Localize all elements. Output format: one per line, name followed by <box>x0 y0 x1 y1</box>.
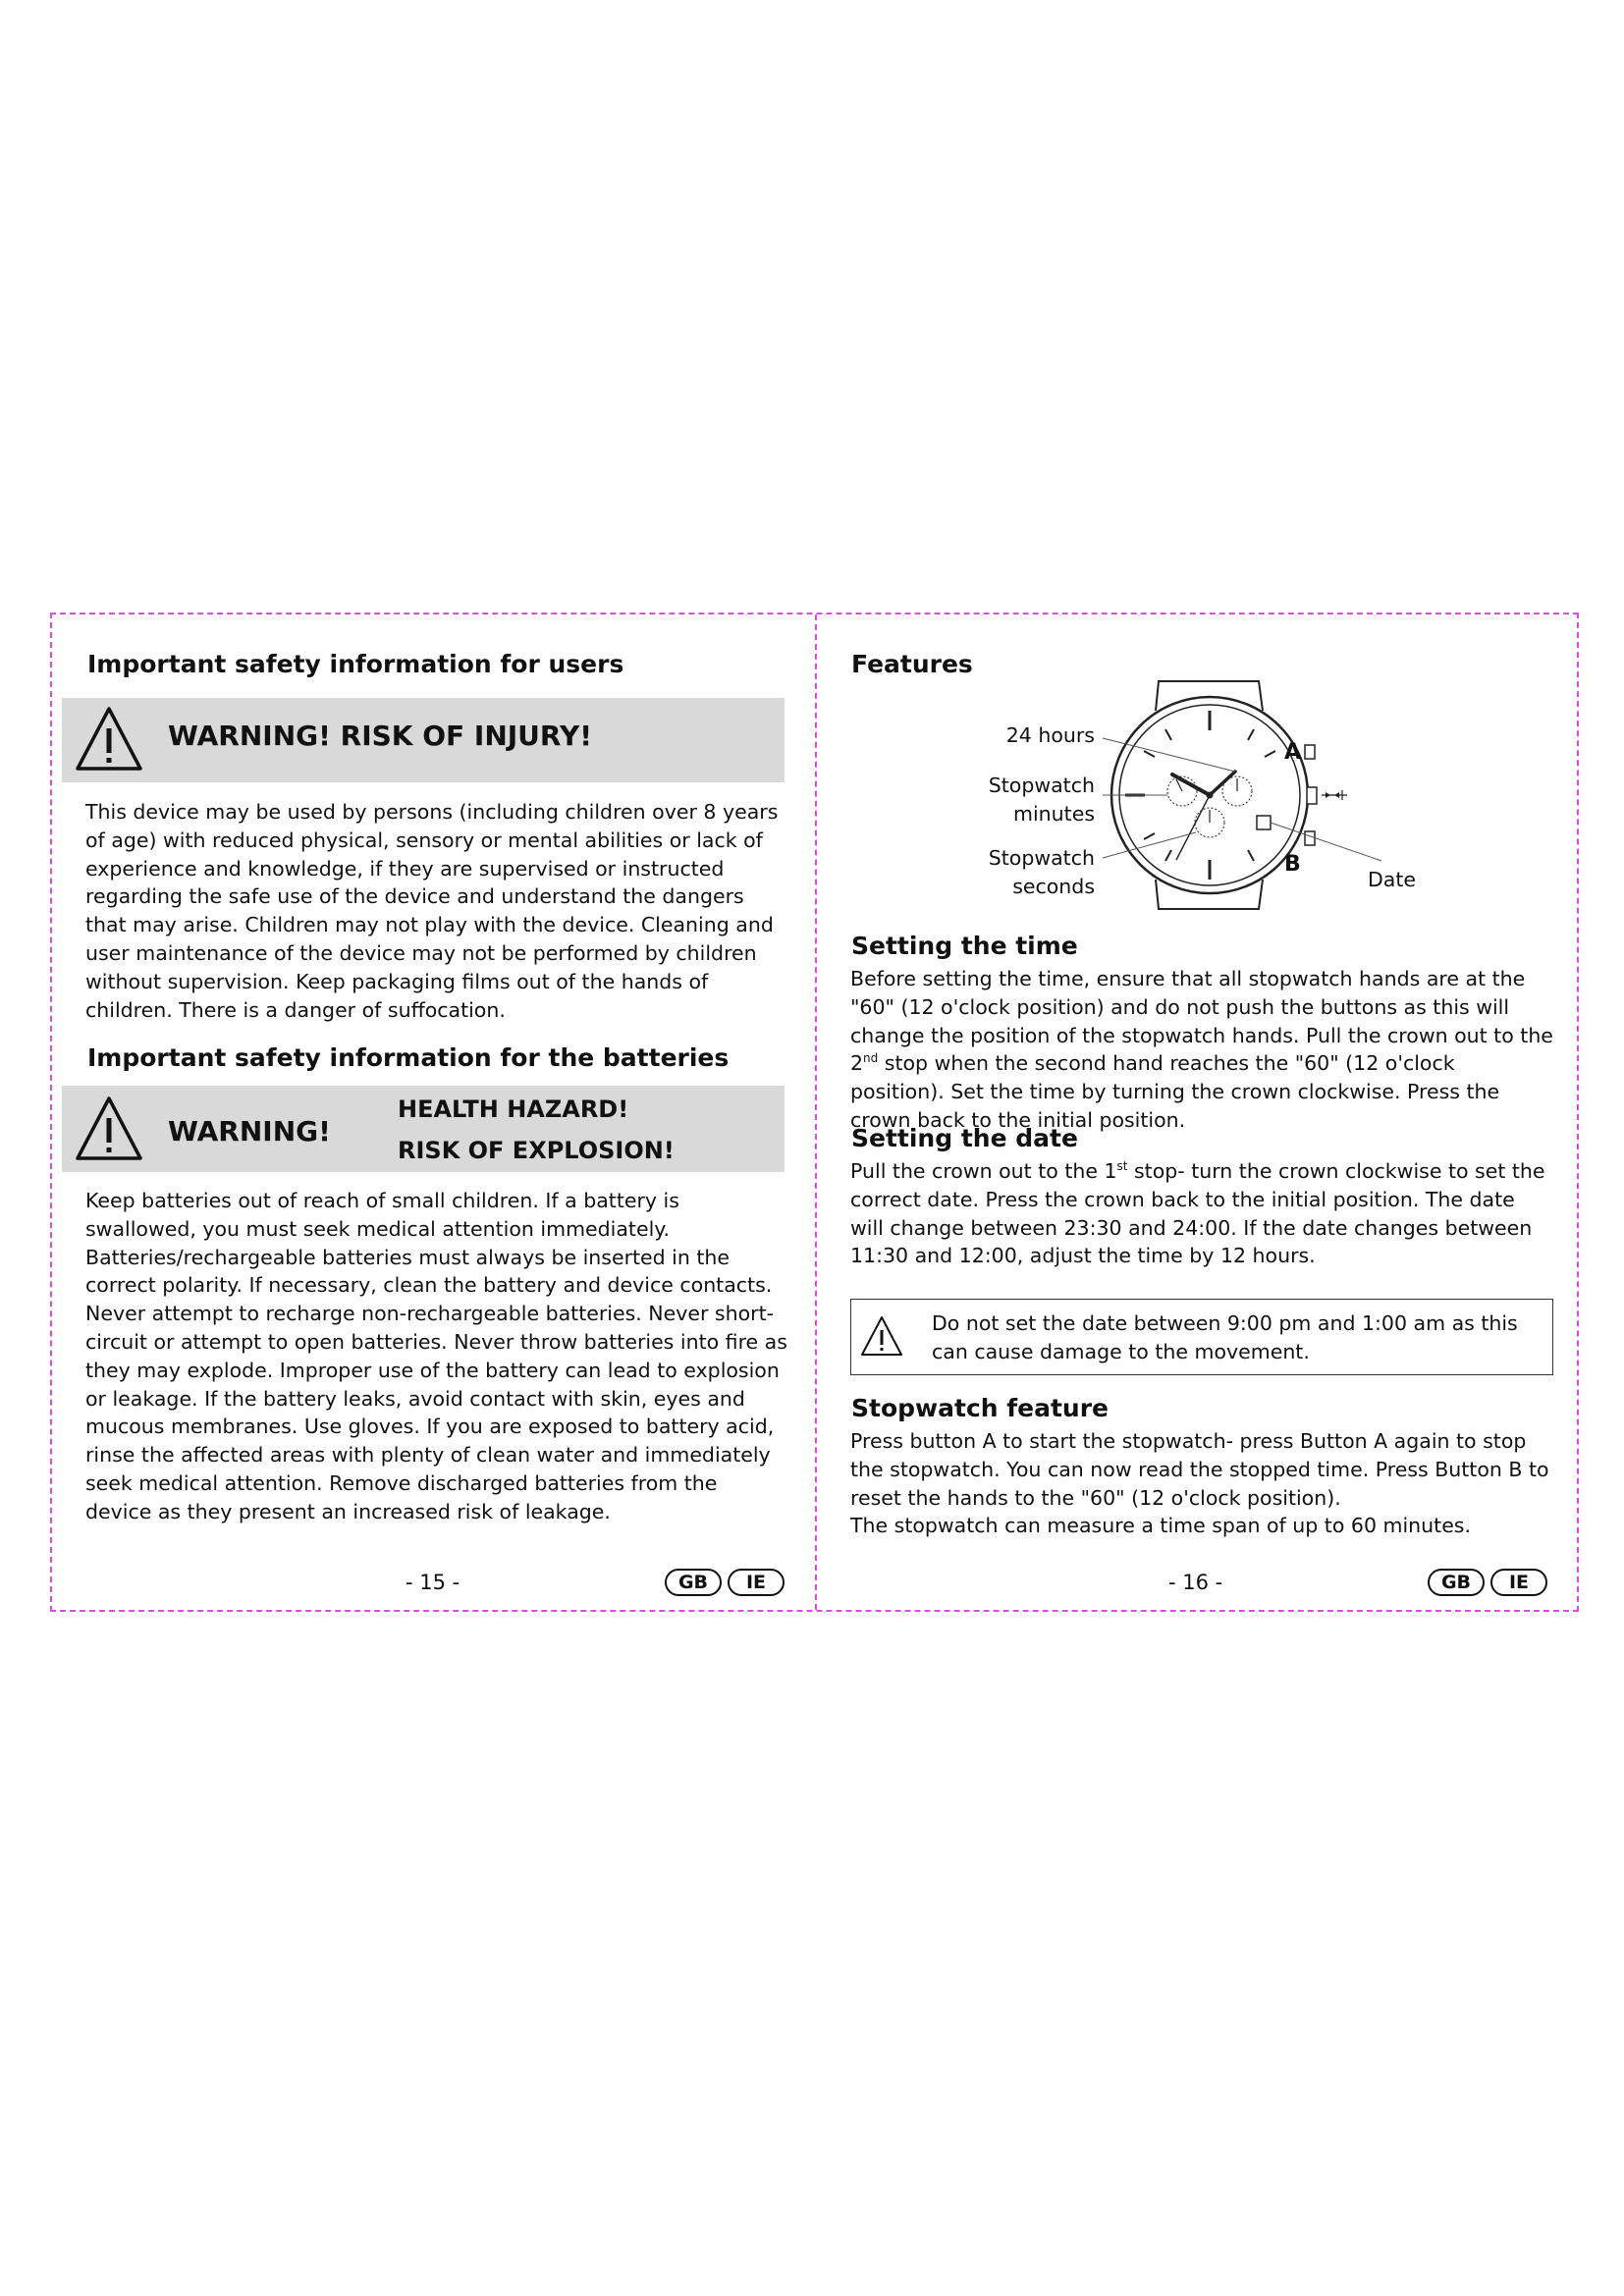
setting-time-text-a: Before setting the time, ensure that all stopwatch hands are at the "60" (12 o'clock position) and do not push the buttons as this will change the position of the stopwatch hands. Pull the crown out to the 2 <box>850 967 1553 1076</box>
page-16 <box>817 614 1579 1610</box>
label-24-hours: 24 hours <box>1005 723 1095 747</box>
setting-time-text-b: stop when the second hand reaches the "60" (12 o'clock position). Set the time by turning the crown clockwise. Press the crown back to the initial position. <box>850 1051 1500 1132</box>
page-number: - 15 - <box>406 1571 460 1594</box>
heading-features: Features <box>851 650 973 678</box>
heading-setting-date: Setting the date <box>851 1124 1078 1152</box>
setting-date-sup: st <box>1116 1159 1128 1174</box>
heading-setting-time: Setting the time <box>851 932 1078 960</box>
warning-triangle-icon <box>859 1313 904 1359</box>
label-button-b: B <box>1284 852 1301 877</box>
label-date: Date <box>1368 868 1416 891</box>
manual-spread <box>50 613 1579 1612</box>
lang-badge-ie: IE <box>1490 1569 1547 1596</box>
setting-date-text <box>850 1157 1553 1270</box>
heading-batteries-safety: Important safety information for the batteries <box>87 1043 730 1072</box>
heading-users-safety: Important safety information for users <box>87 650 624 678</box>
batteries-safety-text: Keep batteries out of reach of small children. If a battery is swallowed, you must seek medical attention immediately. Batteries/rechargeable batteries must always be inserted in the correct polarity. If necessary, clean the battery and device contacts. Never attempt to recharge non-rechargeable batteries. Never short-circuit or attempt to open batteries. Never throw batteries into fire as they may explode. Improper use of the battery can lead to explosion or leakage. If the battery leaks, avoid contact with skin, eyes and mucous membranes. Use gloves. If you are exposed to battery acid, rinse the affected areas with plenty of clean water and immediately seek medical attention. Remove discharged batteries from the device as they present an increased risk of leakage. <box>85 1189 787 1523</box>
setting-date-text-b: stop- turn the crown clockwise to set the correct date. Press the crown back to the initial position. The date will change between 23:30 and 24:00. If the date changes between 11:30 and 12:00, adjust the time by 12 hours. <box>850 1159 1545 1268</box>
setting-time-text <box>850 965 1553 1135</box>
label-stopwatch-seconds-1: Stopwatch <box>988 846 1095 870</box>
label-stopwatch-minutes-1: Stopwatch <box>988 774 1095 797</box>
warning-risk-explosion: RISK OF EXPLOSION! <box>398 1137 675 1164</box>
lang-badge-ie: IE <box>728 1569 785 1596</box>
warning-battery-title: WARNING! <box>168 1115 331 1148</box>
date-caution-note <box>850 1299 1553 1375</box>
page-15 <box>52 614 815 1610</box>
label-button-a: A <box>1284 740 1302 765</box>
label-stopwatch-minutes-2: minutes <box>1013 802 1095 826</box>
warning-triangle-icon <box>74 704 144 774</box>
stopwatch-text-2: The stopwatch can measure a time span of up to 60 minutes. <box>850 1514 1471 1537</box>
lang-badge-gb: GB <box>665 1569 722 1596</box>
setting-date-text-a: Pull the crown out to the 1 <box>850 1159 1117 1183</box>
stopwatch-text: Press button A to start the stopwatch- press Button A again to stop the stopwatch. You can now read the stopped time. Press Button B to reset the hands to the "60" (12 o'clock position). <box>850 1429 1549 1510</box>
warning-injury-box <box>62 698 785 782</box>
watch-diagram <box>817 614 1579 929</box>
label-stopwatch-seconds-2: seconds <box>1012 875 1095 898</box>
warning-triangle-icon <box>74 1094 144 1164</box>
warning-health-hazard: HEALTH HAZARD! <box>398 1095 629 1123</box>
watch-drawing <box>817 614 1579 929</box>
date-caution-text: Do not set the date between 9:00 pm and 1:00 am as this can cause damage to the movement. <box>932 1311 1518 1363</box>
users-safety-text: This device may be used by persons (including children over 8 years of age) with reduced physical, sensory or mental abilities or lack of experience and knowledge, if they are supervised or instructed regarding the safe use of the device and understand the dangers that may arise. Children may not play with the device. Cleaning and user maintenance of the device may not be performed by children without supervision. Keep packaging films out of the hands of children. There is a danger of suffocation. <box>85 800 779 1022</box>
heading-stopwatch: Stopwatch feature <box>851 1394 1109 1422</box>
page-number: - 16 - <box>1168 1571 1223 1594</box>
warning-battery-box <box>62 1086 785 1172</box>
warning-injury-title: WARNING! RISK OF INJURY! <box>168 720 592 752</box>
setting-time-sup: nd <box>863 1051 879 1066</box>
lang-badge-gb: GB <box>1428 1569 1485 1596</box>
